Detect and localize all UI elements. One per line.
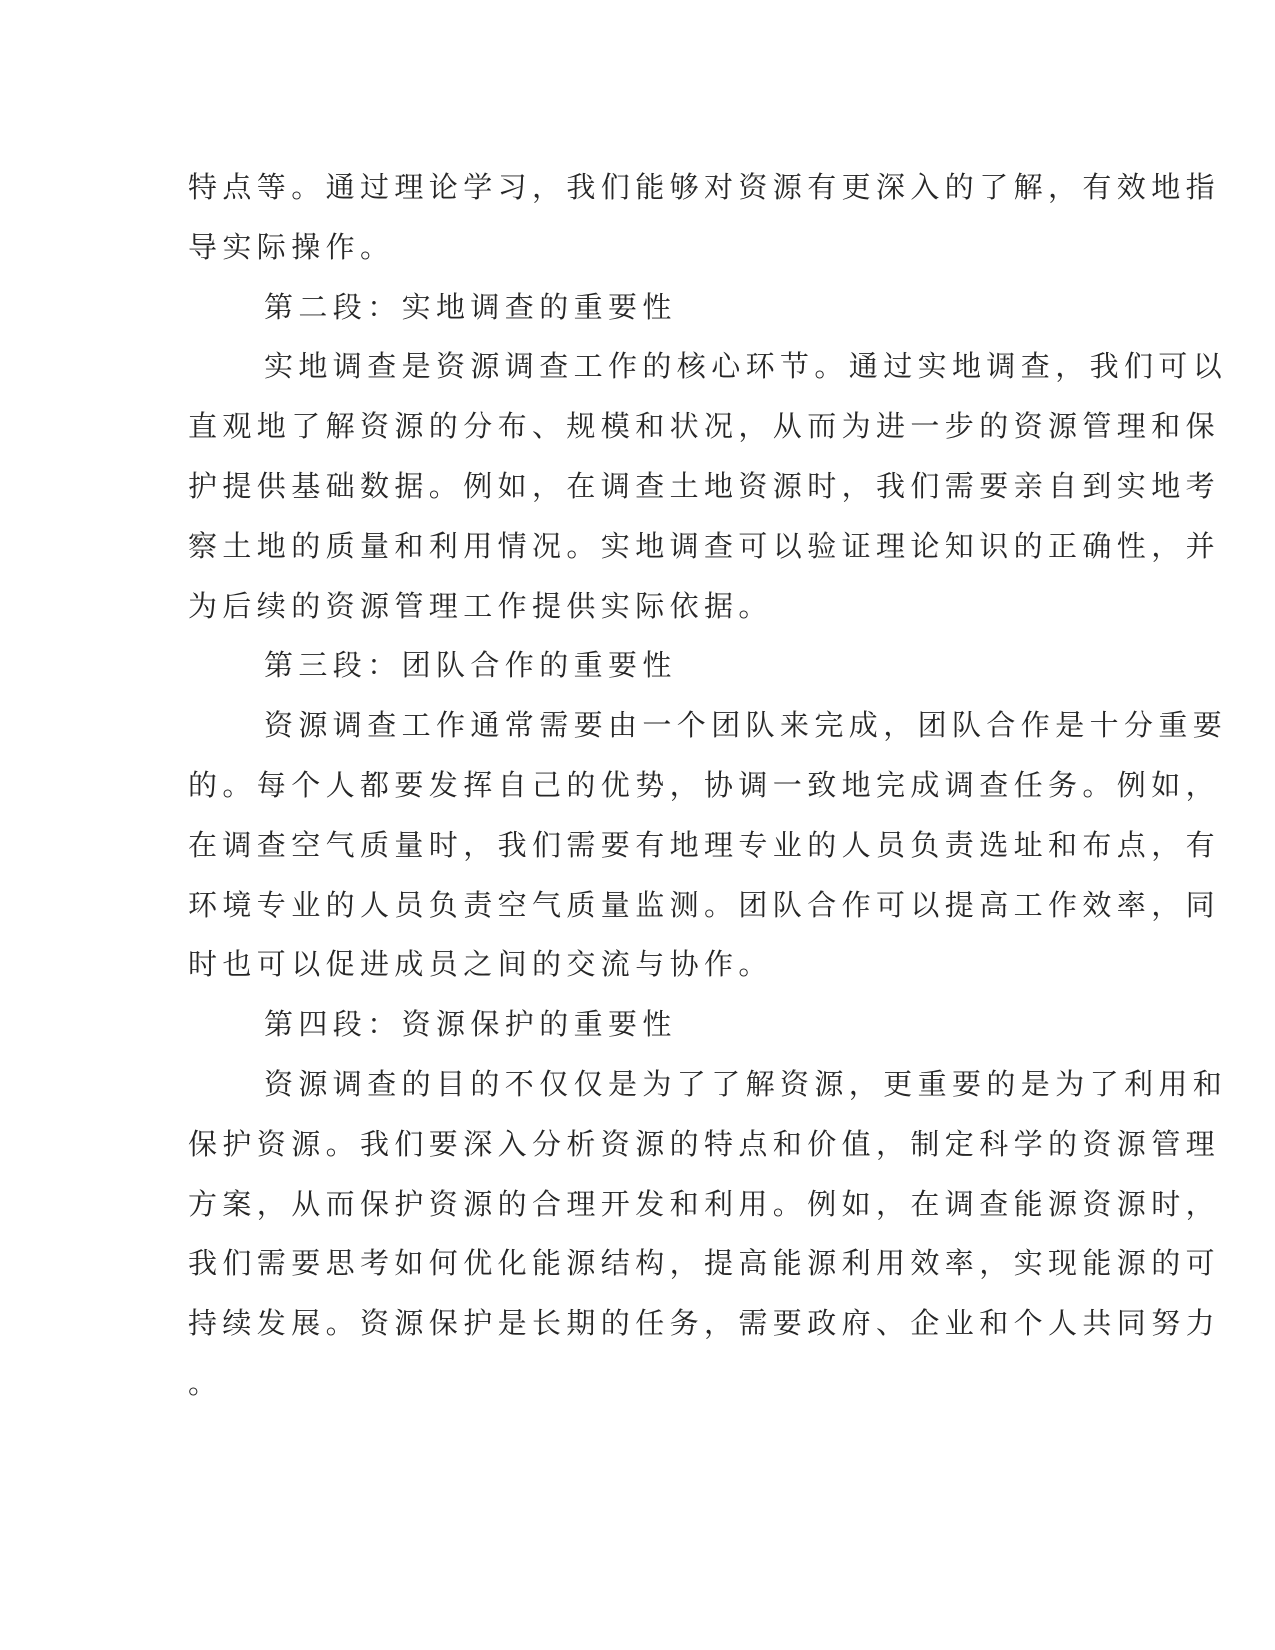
text-line: 在调查空气质量时，我们需要有地理专业的人员负责选址和布点，有 [188,827,1221,862]
text-line: 为后续的资源管理工作提供实际依据。 [188,588,773,623]
text-line: 时也可以促进成员之间的交流与协作。 [188,947,773,982]
text-line: 保护资源。我们要深入分析资源的特点和价值，制定科学的资源管理 [188,1126,1221,1161]
text-line: 察土地的质量和利用情况。实地调查可以验证理论知识的正确性，并 [188,528,1221,563]
text-line: 资源调查的目的不仅仅是为了了解资源，更重要的是为了利用和 [264,1066,1228,1101]
text-line: 直观地了解资源的分布、规模和状况，从而为进一步的资源管理和保 [188,409,1221,444]
text-line: 的。每个人都要发挥自己的优势，协调一致地完成调查任务。例如， [188,767,1221,802]
section-heading: 第四段：资源保护的重要性 [264,1007,677,1042]
text-line: 我们需要思考如何优化能源结构，提高能源利用效率，实现能源的可 [188,1246,1221,1281]
document-body [188,158,1228,1414]
text-line: 护提供基础数据。例如，在调查土地资源时，我们需要亲自到实地考 [188,468,1221,503]
text-line: 特点等。通过理论学习，我们能够对资源有更深入的了解，有效地指 [188,170,1221,204]
text-line: 方案，从而保护资源的合理开发和利用。例如，在调查能源资源时， [188,1186,1221,1221]
text-line: 环境专业的人员负责空气质量监测。团队合作可以提高工作效率，同 [188,887,1221,922]
text-line: 导实际操作。 [188,229,395,264]
text-line: 资源调查工作通常需要由一个团队来完成，团队合作是十分重要 [264,708,1228,743]
text-line: 持续发展。资源保护是长期的任务，需要政府、企业和个人共同努力 [188,1306,1221,1341]
text-line: 。 [188,1365,223,1400]
section-heading: 第三段：团队合作的重要性 [264,648,677,683]
text-line: 实地调查是资源调查工作的核心环节。通过实地调查，我们可以 [264,349,1228,384]
section-heading: 第二段：实地调查的重要性 [264,289,677,324]
